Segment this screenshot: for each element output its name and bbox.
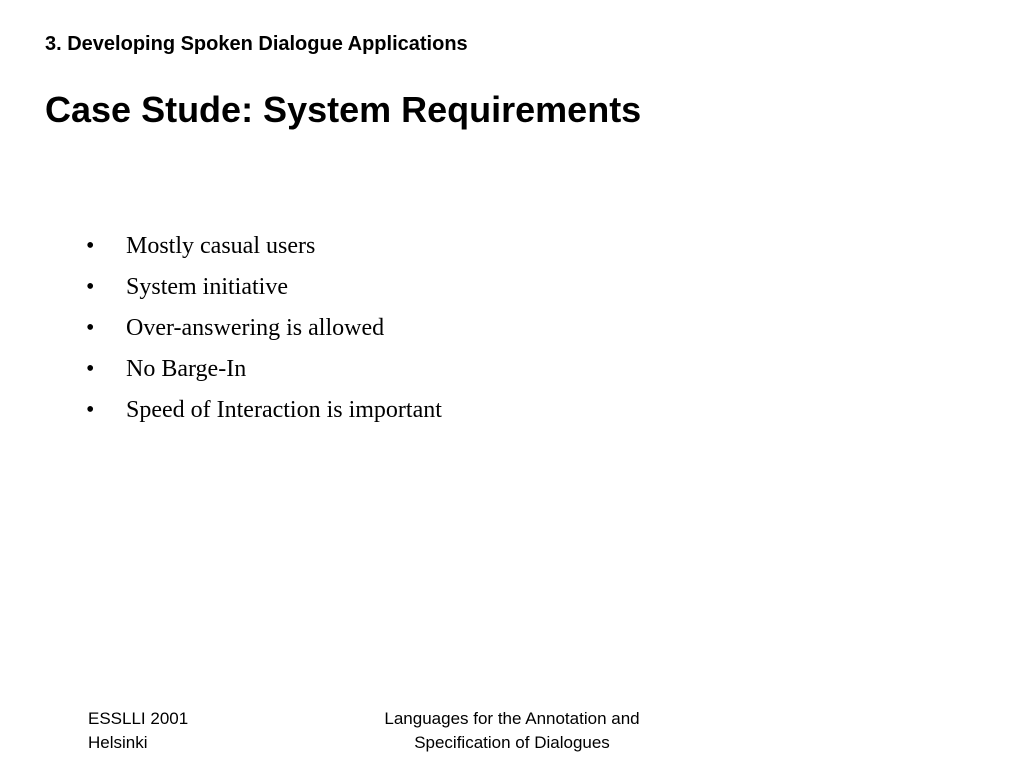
- bullet-item: [86, 349, 442, 390]
- bullet-point: •: [86, 233, 95, 259]
- bullet-text: No Barge-In: [126, 356, 247, 382]
- footer-course-title: [342, 707, 682, 755]
- slide-title: Case Stude: System Requirements: [45, 89, 642, 130]
- footer-event-name: ESSLLI 2001: [88, 709, 189, 728]
- bullet-point: •: [86, 274, 95, 300]
- bullet-item: [86, 308, 442, 349]
- bullet-point: •: [86, 356, 95, 382]
- bullet-item: [86, 226, 442, 267]
- bullet-point: •: [86, 397, 95, 423]
- section-heading: 3. Developing Spoken Dialogue Applications: [45, 33, 468, 55]
- footer-course-title-line-2: Specification of Dialogues: [414, 733, 610, 752]
- footer-event: [88, 707, 188, 755]
- bullet-text: Mostly casual users: [126, 233, 316, 259]
- bullet-list: [86, 226, 442, 431]
- footer-course-title-line-1: Languages for the Annotation and: [384, 709, 640, 728]
- bullet-text: System initiative: [126, 274, 288, 300]
- bullet-text: Speed of Interaction is important: [126, 397, 442, 423]
- bullet-point: •: [86, 315, 95, 341]
- bullet-text: Over-answering is allowed: [126, 315, 385, 341]
- bullet-item: [86, 390, 442, 431]
- footer-event-location: Helsinki: [88, 733, 148, 752]
- bullet-item: [86, 267, 442, 308]
